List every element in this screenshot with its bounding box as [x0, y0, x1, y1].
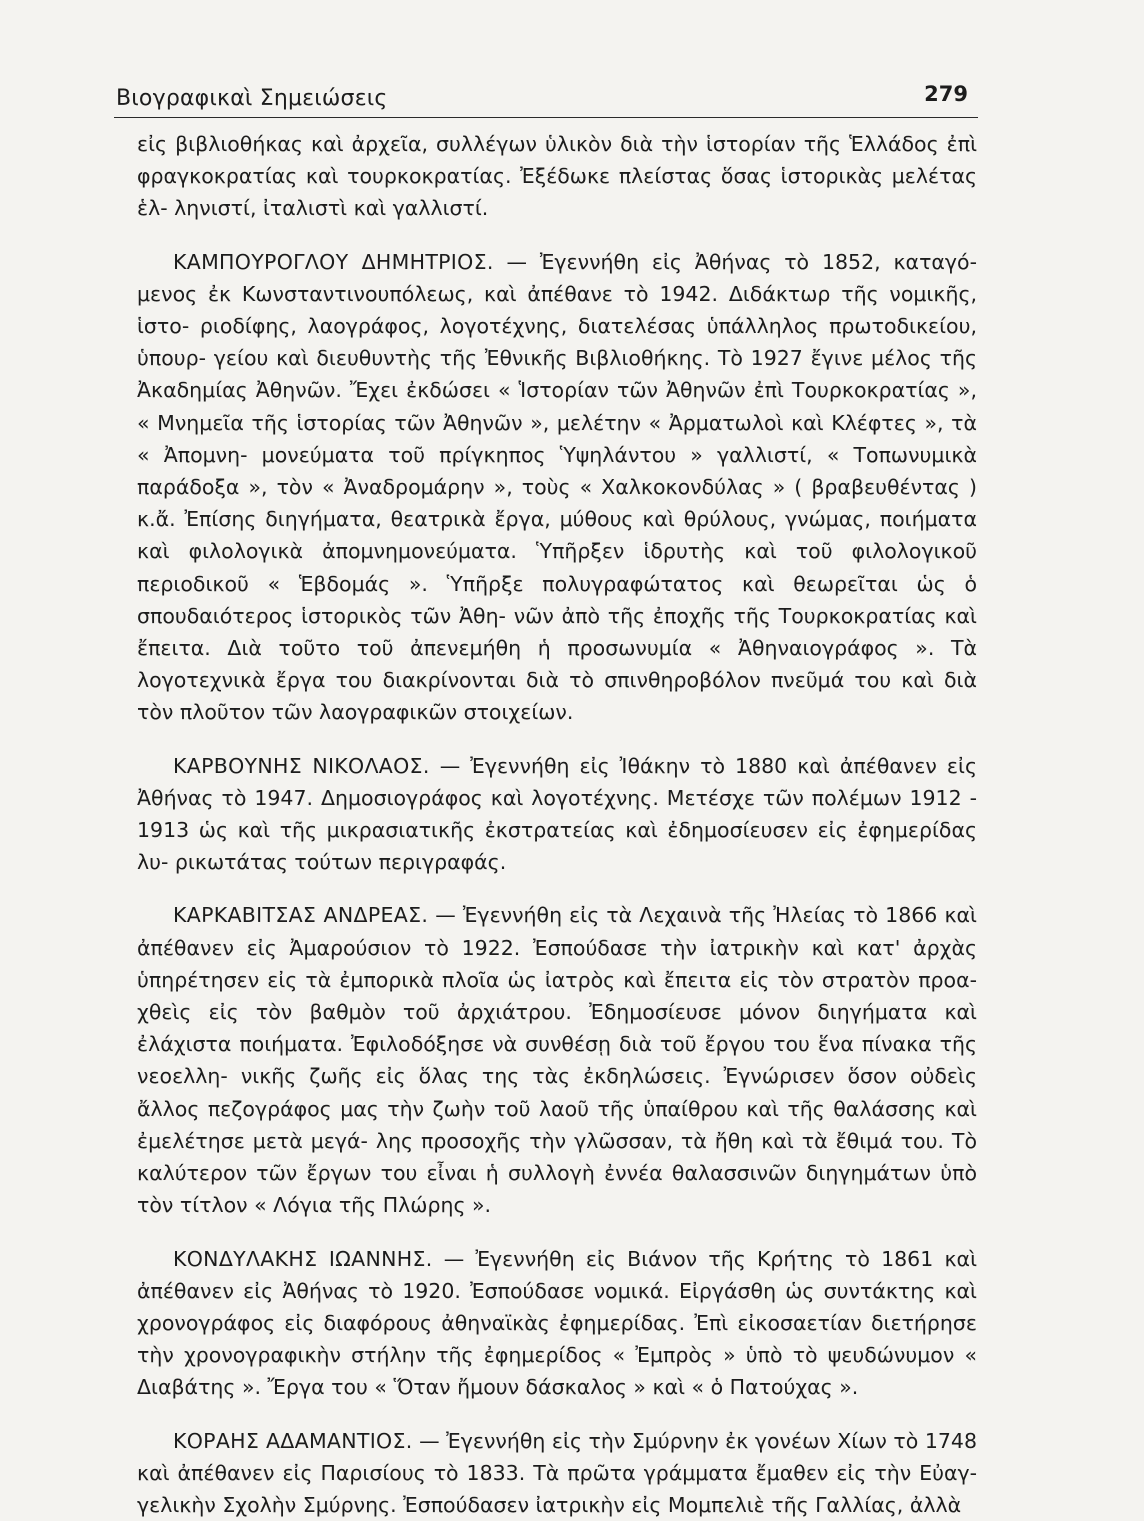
entry-name: ΚΑΡΒΟΥΝΗΣ ΝΙΚΟΛΑΟΣ. [173, 753, 430, 778]
text-line: — Ἐγεννήθη εἰς Βιάνον τῆς Κρήτης τὸ 1861 καὶ [432, 1246, 977, 1271]
text-line: ποιήματα. Ἐφιλοδόξησε νὰ συνθέσῃ διὰ τοῦ ἔργου του ἕνα πίνακα τῆς νεοελλη- [137, 1032, 977, 1089]
biography-entry-kondylakis [137, 1243, 977, 1404]
text-line: νικῆς ζωῆς εἰς ὅλας της τὰς ἐκδηλώσεις. Ἐγνώρισεν ὅσον οὐδεὶς ἄλλος πεζογράφος [137, 1064, 977, 1121]
text-line: ὑπηρέτησεν εἰς τὰ ἐμπορικὰ πλοῖα ὡς ἰατρὸς καὶ ἔπειτα εἰς τὸν στρατὸν προα- [137, 967, 977, 992]
text-line: εἰς βιβλιοθήκας καὶ ἀρχεῖα, συλλέγων ὑλικὸν διὰ τὴν ἱστορίαν τῆς Ἑλλάδος ἐπὶ [137, 132, 977, 156]
text-line: τὸν « Ἀναδρομάρην », τοὺς « Χαλκοκονδύλας » ( βραβευθέντας ) κ.ἄ. Ἐπίσης [137, 475, 977, 532]
text-line: νῶν ἀπὸ τῆς ἐποχῆς τῆς Τουρκοκρατίας καὶ ἔπειτα. Διὰ τοῦτο τοῦ ἀπενεμήθη ἡ [137, 603, 977, 661]
text-line: Ἀθήνας τὸ 1947. Δημοσιογράφος καὶ λογοτέχνης. Μετέσχε τῶν πολέμων 1912 - [137, 785, 977, 810]
text-line: — Ἐγεννήθη εἰς τὴν Σμύρνην ἐκ γονέων Χίων τὸ [412, 1428, 919, 1453]
text-line: Ἀθηνῶν. Ἔχει ἐκδώσει « Ἱστορίαν τῶν Ἀθηνῶν ἐπὶ Τουρκοκρατίας », « Μνημεῖα [137, 378, 977, 435]
text-line: γείου καὶ διευθυντὴς τῆς Ἐθνικῆς Βιβλιοθήκης. Τὸ 1927 ἔγινε μέλος τῆς Ἀκαδημίας [137, 346, 977, 403]
text-line: Πλώρης ». [382, 1193, 492, 1218]
text-line: — Ἐγεννήθη εἰς τὰ Λεχαινὰ τῆς Ἠλείας τὸ 1866 [428, 903, 938, 928]
text-line: ἀπομνημονεύματα. Ὑπῆρξεν ἱδρυτὴς καὶ τοῦ φιλολογικοῦ περιοδικοῦ « Ἑβδομάς ». [137, 539, 977, 596]
text-line: καὶ ἀπέθανεν εἰς Ἀμαρούσιον τὸ 1922. Ἐσπούδασε τὴν ἰατρικὴν καὶ κατ' ἀρχὰς [137, 903, 977, 960]
text-line: — Ἐγεννήθη εἰς Ἰθάκην τὸ 1880 καὶ ἀπέθανεν εἰς [429, 753, 977, 778]
page-number: 279 [924, 82, 968, 106]
text-line: τὴν χρονογραφικὴν στήλην τῆς ἐφημερίδος « Ἐμπρὸς » ὑπὸ τὸ ψευδώνυμον [137, 1343, 955, 1368]
running-head: Βιογραφικαὶ Σημειώσεις [116, 86, 388, 111]
text-line: γελικὴν Σχολὴν Σμύρνης. Ἐσπούδασεν ἰατρικὴν εἰς Μομπελιὲ τῆς Γαλλίας, ἀλλὰ [137, 1492, 962, 1517]
text-line: χρονογράφος εἰς διαφόρους ἀθηναϊκὰς ἐφημερίδας. Ἐπὶ εἰκοσαετίαν διετήρησε [137, 1310, 977, 1335]
text-line: λης προσοχῆς τὴν γλῶσσαν, τὰ ἤθη καὶ τὰ ἔθιμά του. Τὸ καλύτερον τῶν ἔργων του [137, 1128, 977, 1186]
text-line: τῆς ἱστορίας τῶν Ἀθηνῶν », μελέτην « Ἀρματωλοὶ καὶ Κλέφτες », τὰ « Ἀπομνη- [137, 410, 977, 467]
text-line: ρικωτάτας τούτων περιγραφάς. [174, 850, 507, 875]
text-line: 1748 καὶ ἀπέθανεν εἰς Παρισίους τὸ 1833. Τὰ πρῶτα γράμματα ἔμαθεν εἰς τὴν Εὐαγ- [137, 1428, 977, 1485]
text-line: ἀπέθανεν εἰς Ἀθήνας τὸ 1920. Ἐσπούδασε νομικά. Εἰργάσθη ὡς συντάκτης καὶ [137, 1278, 977, 1303]
entry-name: ΚΑΡΚΑΒΙΤΣΑΣ ΑΝΔΡΕΑΣ. [173, 903, 429, 928]
text-line: προσωνυμία « Ἀθηναιογράφος ». Τὰ λογοτεχνικὰ ἔργα του διακρίνονται διὰ [137, 636, 977, 693]
page-body [137, 118, 977, 1521]
text-line: χθεὶς εἰς τὸν βαθμὸν τοῦ ἀρχιάτρου. Ἐδημοσίευσε μόνον διηγήματα καὶ ἐλάχιστα [137, 1000, 977, 1057]
text-line: — Ἐγεννήθη εἰς Ἀθήνας τὸ 1852, καταγό- [493, 249, 977, 274]
text-line: ριοδίφης, λαογράφος, λογοτέχνης, διατελέσας ὑπάλληλος πρωτοδικείου, ὑπουρ- [137, 314, 977, 371]
text-line: εἶναι ἡ συλλογὴ ἐννέα θαλασσινῶν διηγημάτων ὑπὸ τὸν τίτλον « Λόγια τῆς [137, 1161, 977, 1218]
biography-entry-karvounis [137, 750, 977, 879]
text-line: 1913 ὡς καὶ τῆς μικρασιατικῆς ἐκστρατείας καὶ ἐδημοσίευσεν εἰς ἐφημερίδας λυ- [137, 818, 977, 875]
entry-name: ΚΟΡΑΗΣ ΑΔΑΜΑΝΤΙΟΣ. [173, 1428, 413, 1453]
text-line: μονεύματα τοῦ πρίγκηπος Ὑψηλάντου » γαλλιστί, « Τοπωνυμικὰ παράδοξα », [137, 442, 977, 500]
entry-name: ΚΑΜΠΟΥΡΟΓΛΟΥ ΔΗΜΗΤΡΙΟΣ. [173, 249, 494, 274]
biography-entry-korais [137, 1425, 977, 1521]
text-line: Ὑπῆρξε πολυγραφώτατος καὶ θεωρεῖται ὡς ὁ σπουδαιότερος ἱστορικὸς τῶν Ἀθη- [137, 571, 977, 628]
biography-entry-karkavitsas [137, 899, 977, 1221]
text-line: φραγκοκρατίας καὶ τουρκοκρατίας. Ἐξέδωκε πλείστας ὅσας ἱστορικὰς μελέτας ἑλ- [137, 164, 977, 221]
biography-entry-kampouroglou [137, 246, 977, 729]
text-line: ληνιστί, ἰταλιστὶ καὶ γαλλιστί. [174, 196, 489, 221]
text-line: μενος ἐκ Κωνσταντινουπόλεως, καὶ ἀπέθανε τὸ 1942. Διδάκτωρ τῆς νομικῆς, ἱστο- [137, 281, 977, 339]
page-header [116, 82, 978, 118]
text-line: « Διαβάτης ». Ἔργα του « Ὅταν ἤμουν δάσκαλος » καὶ « ὁ Πατούχας ». [137, 1343, 977, 1400]
text-line: τὸ σπινθηροβόλον πνεῦμά του καὶ διὰ τὸν πλοῦτον τῶν λαογραφικῶν στοιχείων. [137, 668, 977, 725]
entry-name: ΚΟΝΔΥΛΑΚΗΣ ΙΩΑΝΝΗΣ. [173, 1246, 433, 1271]
intro-paragraph [137, 128, 977, 225]
text-line: διηγήματα, θεατρικὰ ἔργα, μύθους καὶ θρύλους, γνώμας, ποιήματα καὶ φιλολογικὰ [137, 507, 977, 564]
text-line: μας τὴν ζωὴν τοῦ λαοῦ τῆς ὑπαίθρου καὶ τῆς θαλάσσης καὶ ἐμελέτησε μετὰ μεγά- [137, 1096, 977, 1153]
